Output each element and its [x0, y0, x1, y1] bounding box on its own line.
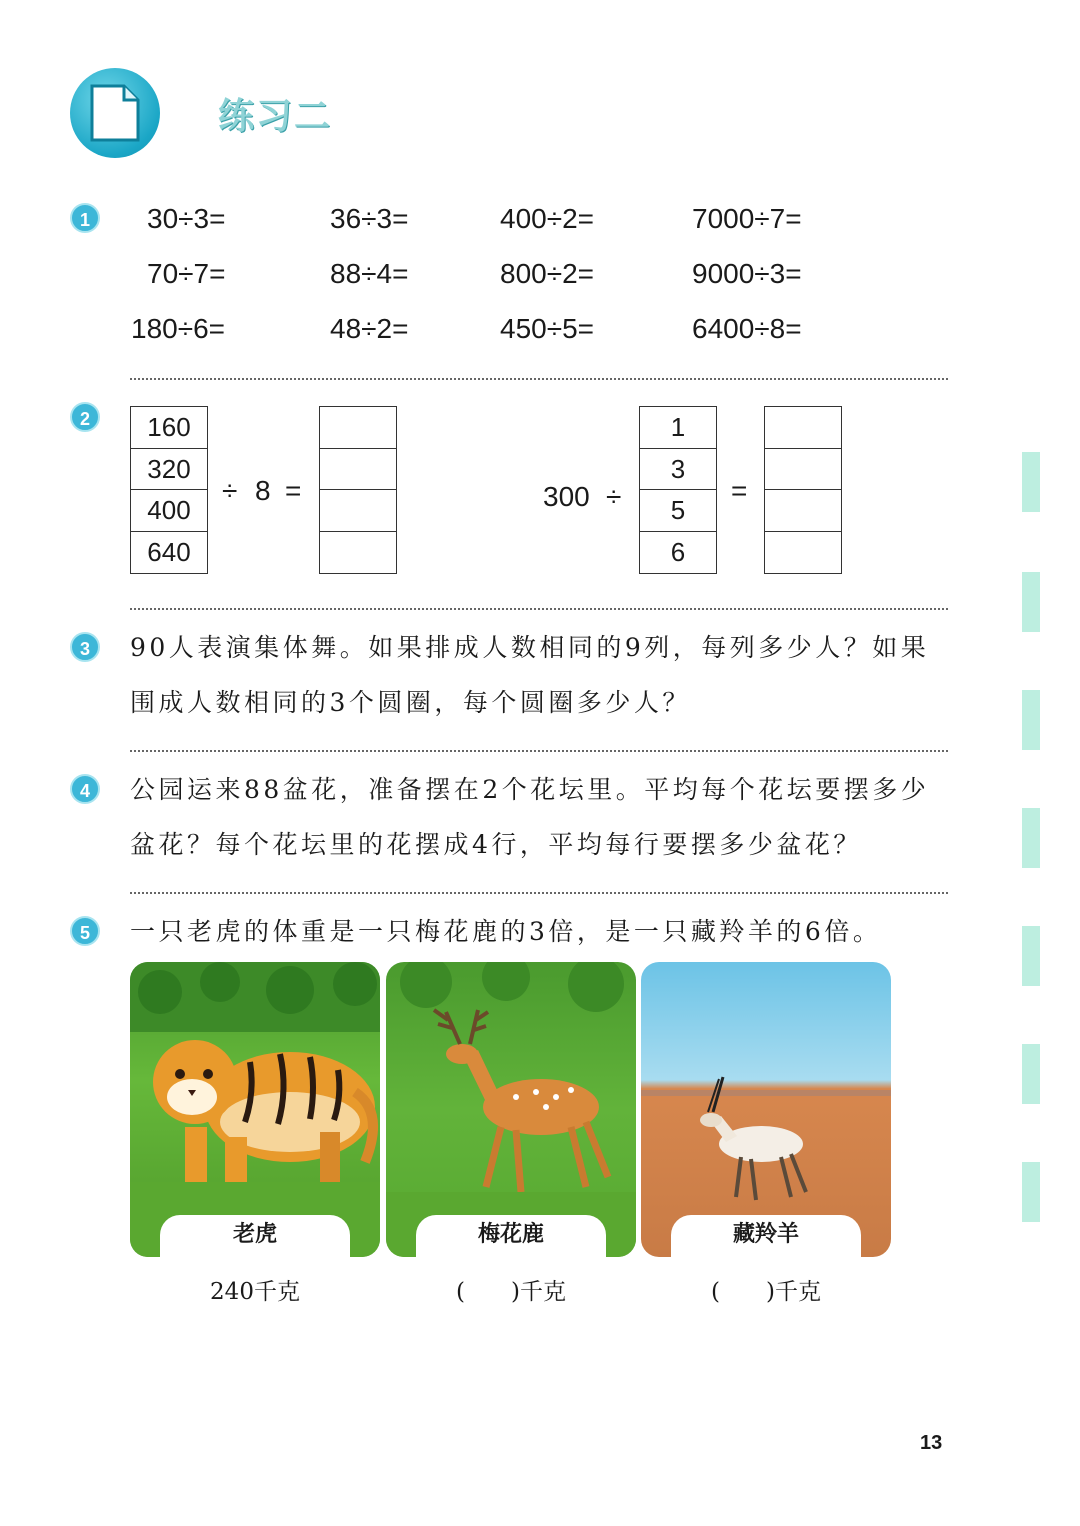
question-number-2: 2: [70, 402, 100, 432]
equation: 6400÷8=: [692, 313, 802, 344]
answer-box[interactable]: [765, 407, 841, 449]
divisor-cell: 3: [640, 449, 716, 491]
antelope-photo: [641, 962, 891, 1257]
page-edge-tab: [1022, 452, 1040, 512]
page-edge-tab: [1022, 1162, 1040, 1222]
dividend-cell: 320: [131, 449, 207, 491]
animal-name: 藏羚羊: [671, 1215, 861, 1257]
page-edge-tab: [1022, 690, 1040, 750]
dividend-column: [130, 406, 208, 574]
tiger-image: [130, 962, 380, 1257]
divisor-cell: 5: [640, 490, 716, 532]
divider: [130, 892, 948, 894]
answer-box[interactable]: [320, 532, 396, 574]
equation: 450÷5=: [500, 313, 595, 344]
page-edge-tab: [1022, 572, 1040, 632]
dividend: 300: [543, 481, 590, 512]
equation: 7000÷7=: [692, 203, 802, 234]
equation: 180÷6=: [131, 313, 226, 344]
answer-column[interactable]: [764, 406, 842, 574]
divider: [130, 608, 948, 610]
question-number-4: 4: [70, 774, 100, 804]
page-edge-tab: [1022, 808, 1040, 868]
problem-text: 一只老虎的体重是一只梅花鹿的3倍，是一只藏羚羊的6倍。: [130, 917, 882, 946]
exercise-title: 练习二: [218, 95, 333, 137]
equation: 800÷2=: [500, 258, 595, 289]
divider: [130, 750, 948, 752]
antelope-image: [641, 962, 891, 1257]
equation: 70÷7=: [147, 258, 226, 289]
divide-sign: ÷: [222, 475, 238, 506]
page-edge-tab: [1022, 926, 1040, 986]
question-number-1: 1: [70, 203, 100, 233]
tiger-photo: [130, 962, 380, 1257]
question-number-3: 3: [70, 632, 100, 662]
dividend-cell: 640: [147, 536, 191, 567]
divide-sign: ÷: [606, 481, 622, 512]
equation: 30÷3=: [147, 203, 226, 234]
divisor-column: [639, 406, 717, 574]
answer-box[interactable]: [765, 449, 841, 491]
deer-image: [386, 962, 636, 1257]
equals-sign: =: [731, 475, 748, 506]
answer-box[interactable]: [320, 407, 396, 449]
answer-box[interactable]: [765, 532, 841, 574]
equation: 9000÷3=: [692, 258, 802, 289]
answer-box[interactable]: [765, 490, 841, 532]
answer-box[interactable]: [320, 449, 396, 491]
divisor-cell: 1: [640, 407, 716, 449]
animal-name: 老虎: [160, 1215, 350, 1257]
equation: 48÷2=: [330, 313, 409, 344]
problem-text: 90人表演集体舞。如果排成人数相同的9列，每列多少人？如果围成人数相同的3个圆圈，每个圆圈多少人？: [130, 633, 930, 717]
document-icon: [70, 68, 160, 158]
divisor-cell: 6: [670, 536, 686, 567]
dividend-cell: 160: [131, 407, 207, 449]
problem-text: 公园运来88盆花，准备摆在2个花坛里。平均每个花坛要摆多少盆花？每个花坛里的花摆成4行，平均每行要摆多少盆花？: [130, 775, 930, 859]
page-edge-tab: [1022, 1044, 1040, 1104]
deer-photo: [386, 962, 636, 1257]
equation: 400÷2=: [500, 203, 595, 234]
equation: 36÷3=: [330, 203, 409, 234]
answer-box[interactable]: [320, 490, 396, 532]
equation: 88÷4=: [330, 258, 409, 289]
page-number: 13: [920, 1432, 943, 1454]
dividend-cell: 400: [131, 490, 207, 532]
equals-sign: =: [285, 475, 302, 506]
animal-name: 梅花鹿: [416, 1215, 606, 1257]
animal-weight: 240千克: [210, 1279, 300, 1305]
animal-weight-blank[interactable]: ( )千克: [456, 1279, 566, 1305]
divisor: 8: [255, 475, 271, 506]
question-number-5: 5: [70, 916, 100, 946]
divider: [130, 378, 948, 380]
answer-column[interactable]: [319, 406, 397, 574]
animal-weight-blank[interactable]: ( )千克: [711, 1279, 821, 1305]
